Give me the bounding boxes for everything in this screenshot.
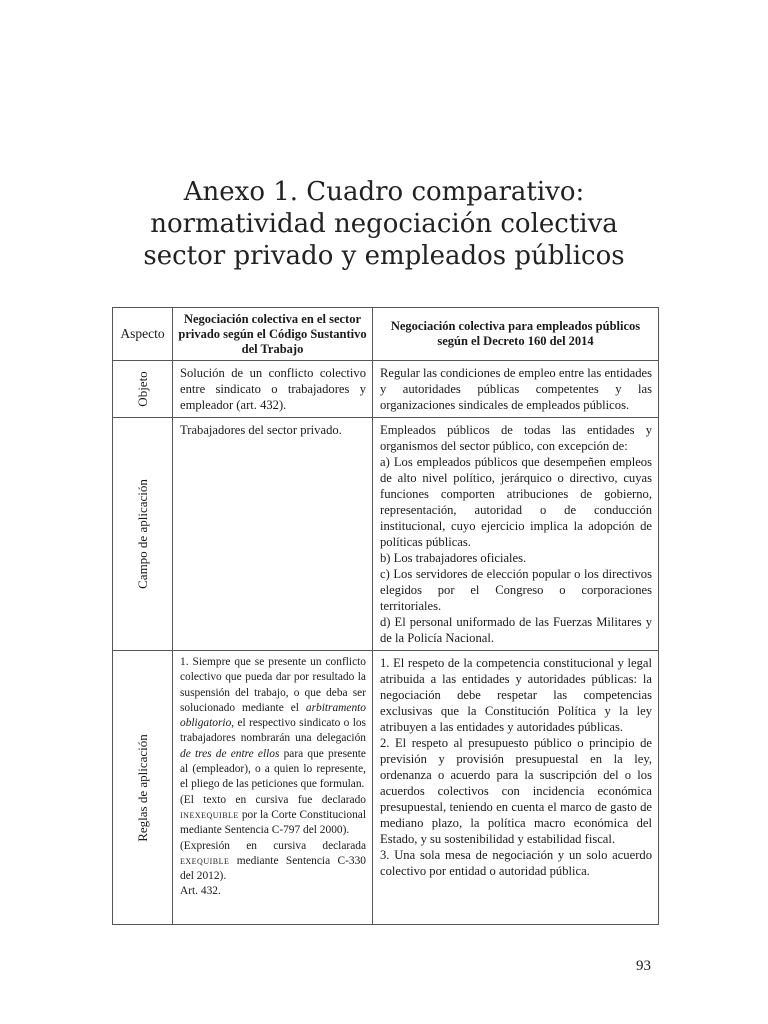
row-label-cell [113,418,173,651]
reglas-privado-p4: Art. 432. [180,885,221,898]
reglas-publico-p3: 3. Una sola mesa de negociación y un solo acuerdo colectivo por entidad o autoridad pública. [380,848,652,878]
comparison-table [112,307,659,925]
header-empleados-publicos: Negociación colectiva para empleados públicos según el Decreto 160 del 2014 [373,308,659,361]
campo-publico-intro: Empleados públicos de todas las entidades y organismos del sector público, con excepción de: [380,423,652,453]
campo-publico [373,418,659,651]
campo-publico-a: a) Los empleados públicos que desempeñen empleos de alto nivel político, jerárquico o directivo, cuyas funciones comporten atribuciones de gobierno, representación, autoridad o de conducción institucional, cuyo ejercicio implica la adopción de políticas públicas. [380,455,652,549]
header-sector-privado: Negociación colectiva en el sector privado según el Código Sustantivo del Trabajo [173,308,373,361]
objeto-publico: Regular las condiciones de empleo entre las entidades y autoridades públicas competentes y las organizaciones sindicales de empleados públicos. [373,361,659,418]
reglas-privado-text: por la Corte Constitucional mediante Sentencia C-797 del 2000). [180,808,366,837]
campo-publico-b: b) Los trabajadores oficiales. [380,551,527,565]
reglas-privado-smallcaps: exequible [180,854,230,867]
reglas-publico-p1: 1. El respeto de la competencia constitucional y legal atribuida a las entidades y autoridades públicas: la negociación debe respetar las competencias exclusivas que la Constitución Política y la ley atribuyen a las entidades y autoridades públicas. [380,656,652,734]
reglas-privado-text: (El texto en cursiva fue declarado [180,793,366,806]
row-label-cell [113,361,173,418]
table-row-campo [113,418,659,651]
title-line-1: Anexo 1. Cuadro comparativo: [183,177,585,207]
reglas-privado-text: 1. Siempre que se presente un conflicto colectivo que pueda dar por resultado la suspensión del trabajo, o que deba ser solucionado mediante el [180,656,366,714]
row-label-objeto: Objeto [134,371,150,407]
table-row-reglas [113,651,659,925]
reglas-privado-p3 [180,839,366,885]
header-aspecto: Aspecto [113,308,173,361]
reglas-privado-p2 [180,793,366,839]
page-title [0,176,768,272]
title-line-2: normatividad negociación colectiva [150,209,618,239]
reglas-privado-italic: de tres de entre ellos [180,747,280,760]
table-header-row [113,308,659,361]
reglas-privado-italic: arbitramento obligatorio [180,701,366,730]
reglas-privado-text: mediante Sentencia C-330 del 2012). [180,854,366,883]
row-label-reglas: Reglas de aplicación [134,733,150,842]
reglas-privado-text: (Expresión en cursiva declarada [180,839,366,852]
campo-publico-d: d) El personal uniformado de las Fuerzas Militares y de la Policía Nacional. [380,615,652,645]
reglas-privado [173,651,373,925]
reglas-publico-p2: 2. El respeto al presupuesto público o principio de previsión y provisión presupuestal en la ley, ordenanza o acuerdo para la suscripción del o los acuerdos colectivos con incidencia económica presupuestal, teniendo en cuenta el marco de gasto de mediano plazo, la política macro económica del Estado, y su sostenibilidad y estabilidad fiscal. [380,736,652,846]
reglas-privado-text: para que presente al (empleador), o a quien lo represente, el pliego de las peticiones que formulan. [180,747,366,791]
row-label-cell [113,651,173,925]
page-number: 93 [636,958,651,974]
reglas-publico [373,651,659,925]
reglas-privado-smallcaps: inexequible [180,808,239,821]
campo-privado: Trabajadores del sector privado. [173,418,373,651]
table-row-objeto [113,361,659,418]
title-line-3: sector privado y empleados públicos [143,241,625,271]
reglas-privado-p1 [180,655,366,793]
reglas-privado-text: , el respectivo sindicato o los trabajadores nombrarán una delegación [180,717,366,745]
row-label-campo: Campo de aplicación [134,479,150,589]
objeto-privado: Solución de un conflicto colectivo entre sindicato o trabajadores y empleador (art. 432). [173,361,373,418]
campo-publico-c: c) Los servidores de elección popular o los directivos elegidos por el Congreso o corporaciones territoriales. [380,567,652,613]
